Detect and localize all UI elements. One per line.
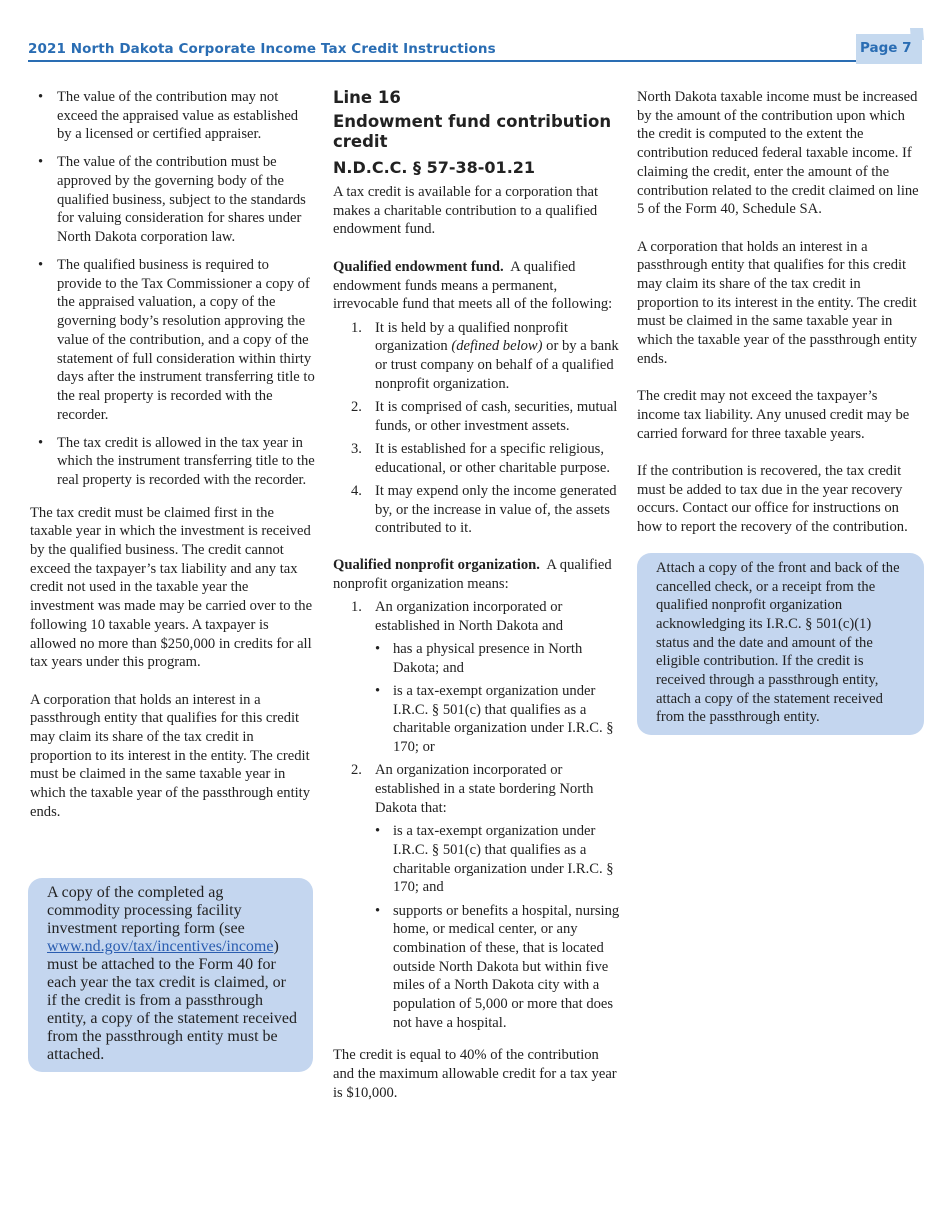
list-item: 3. It is established for a specific religious, educational, or other charitable purpose. [351,440,611,476]
page-number: Page 7 [860,40,912,56]
credit-amount-paragraph: The credit is equal to 40% of the contribution and the maximum allowable credit for a tax year is $10,000. [333,1047,617,1101]
attachment-note-ag-commodity: A copy of the completed ag commodity processing facility investment reporting form (see www.nd.gov/tax/incentives/income) must be attached to the Form 40 for each year the tax credit is claimed, or if the credit is from a passthrough entity, a copy of the statement received from the passthrough entity must be attached. [28,878,313,1072]
attachment-note-endowment: Attach a copy of the front and back of the cancelled check, or a receipt from the qualified nonprofit organization acknowledging its I.R.C. § 501(c)(1) status and the date and amount of the eligible contribution. If the credit is received through a passthrough entity, attach a copy of the statement received from the passthrough entity. [637,553,924,735]
bullet-icon: • [375,641,381,658]
bullet-icon: • [375,823,381,840]
qualified-endowment-fund-paragraph: Qualified endowment fund. A qualified endowment funds means a permanent, irrevocable fund that meets all of the following: [333,258,613,313]
north-dakota-state-icon [910,28,924,40]
bullet-icon: • [375,902,381,919]
credit-limit-paragraph: The credit may not exceed the taxpayer’s income tax liability. Any unused credit may be carried forward for three taxable years. [637,388,910,442]
list-item: • has a physical presence in North Dakota; and [375,641,583,676]
bullet-icon: • [375,683,381,700]
sub-list [375,822,623,1032]
list-item: • The tax credit is allowed in the tax year in which the instrument transferring title to the real property is recorded with the recorder. [38,434,315,488]
passthrough-paragraph: A corporation that holds an interest in a passthrough entity that qualifies for this credit may claim its share of the tax credit in proportion to its interest in the entity. The credit must be claimed in the same taxable year in which the taxable year of the passthrough entity ends. [637,238,918,367]
column-right [637,88,924,735]
taxable-income-paragraph: North Dakota taxable income must be increased by the amount of the contribution upon which the credit is computed to the extent the contribution reduced federal taxable income. If claiming the credit, enter the amount of the contribution related to the credit claimed on line 5 of the Form 40, Schedule SA. [637,89,919,218]
page-header [28,38,922,62]
list-item: 4. It may expend only the income generated by, or the increase in value of, the assets contributed to it. [351,482,617,537]
list-item: • is a tax-exempt organization under I.R.C. § 501(c) that qualifies as a charitable organization under I.R.C. § 170; or [375,683,614,756]
passthrough-paragraph: A corporation that holds an interest in a passthrough entity that qualifies for this credit may claim its share of the tax credit in proportion to its interest in the entity. The credit must be claimed in the same taxable year in which the taxable year of the passthrough entity ends. [30,691,311,820]
statute-citation: N.D.C.C. § 57-38-01.21 [333,158,536,177]
qualified-nonprofit-paragraph: Qualified nonprofit organization. A qualified nonprofit organization means: [333,557,612,592]
list-item: • The value of the contribution must be approved by the governing body of the qualified business, subject to the standards for valuing consideration for shares under North Dakota corporation law. [38,154,306,246]
list-item: • is a tax-exempt organization under I.R.C. § 501(c) that qualifies as a charitable organization under I.R.C. § 170; and [375,823,614,896]
section-title: Endowment fund contribution credit [333,112,612,151]
bullet-icon: • [38,89,44,105]
recovery-paragraph: If the contribution is recovered, the tax credit must be added to tax due in the year recovery occurs. Contact our office for instructions on how to report the recovery of the contribution. [637,463,908,536]
list-item: • The value of the contribution may not exceed the appraised value as established by a licensed or certified appraiser. [38,89,299,143]
list-item: 2. It is comprised of cash, securities, mutual funds, or other investment assets. [351,398,618,434]
list-item: 2. An organization incorporated or established in a state bordering North Dakota that: • is a tax-exempt organization under I.R.C. § 501(c) that qualifies as a charitable organization under I.R.C. § 170; and • supports or benefits a hospital, nursing home, or medical center, or any combination of these, that is located outside North Dakota but within five miles of a North Dakota city with a population of 5,000 or more that does not have a hospital. [333,761,623,1032]
nonprofit-criteria-list [333,598,623,1032]
endowment-criteria-list [333,319,623,539]
list-item: • supports or benefits a hospital, nursing home, or medical center, or any combination of these, that is located outside North Dakota but within five miles of a North Dakota city with a population of 5,000 or more that does not have a hospital. [375,902,620,1031]
column-left [30,88,316,822]
line-label: Line 16 [333,88,401,107]
list-item: 1. An organization incorporated or established in North Dakota and • has a physical presence in North Dakota; and • is a tax-exempt organization under I.R.C. § 501(c) that qualifies as a charitable organization under I.R.C. § 170; or [333,598,623,757]
bullet-icon: • [38,434,44,451]
claim-paragraph: The tax credit must be claimed first in the taxable year in which the investment is received by the qualified business. The credit cannot exceed the taxpayer’s tax liability and any tax credit not used in the taxable year the investment was made may be carried over to the following 10 taxable years. A taxpayer is allowed no more than $250,000 in credits for all tax years under this program. [30,504,313,671]
bullet-icon: • [38,154,44,171]
requirements-list [30,88,316,490]
column-middle [333,88,623,1103]
bullet-icon: • [38,257,44,273]
list-item: 1. It is held by a qualified nonprofit organization (defined below) or by a bank or trust company on behalf of a qualified nonprofit organization. [351,319,619,392]
list-item: • The qualified business is required to provide to the Tax Commissioner a copy of the appraised valuation, a copy of the governing body’s resolution approving the value of the contribution, and a copy of the statement of full consideration within thirty days after the instrument transferring title to the real property is recorded with the recorder. [38,257,315,423]
page-number-tab [856,34,922,64]
intro-paragraph: A tax credit is available for a corporation that makes a charitable contribution to a qualified endowment fund. [333,184,599,238]
document-title: 2021 North Dakota Corporate Income Tax Credit Instructions [28,41,496,57]
incentives-income-link[interactable]: www.nd.gov/tax/incentives/income [47,938,274,955]
sub-list [375,640,623,757]
